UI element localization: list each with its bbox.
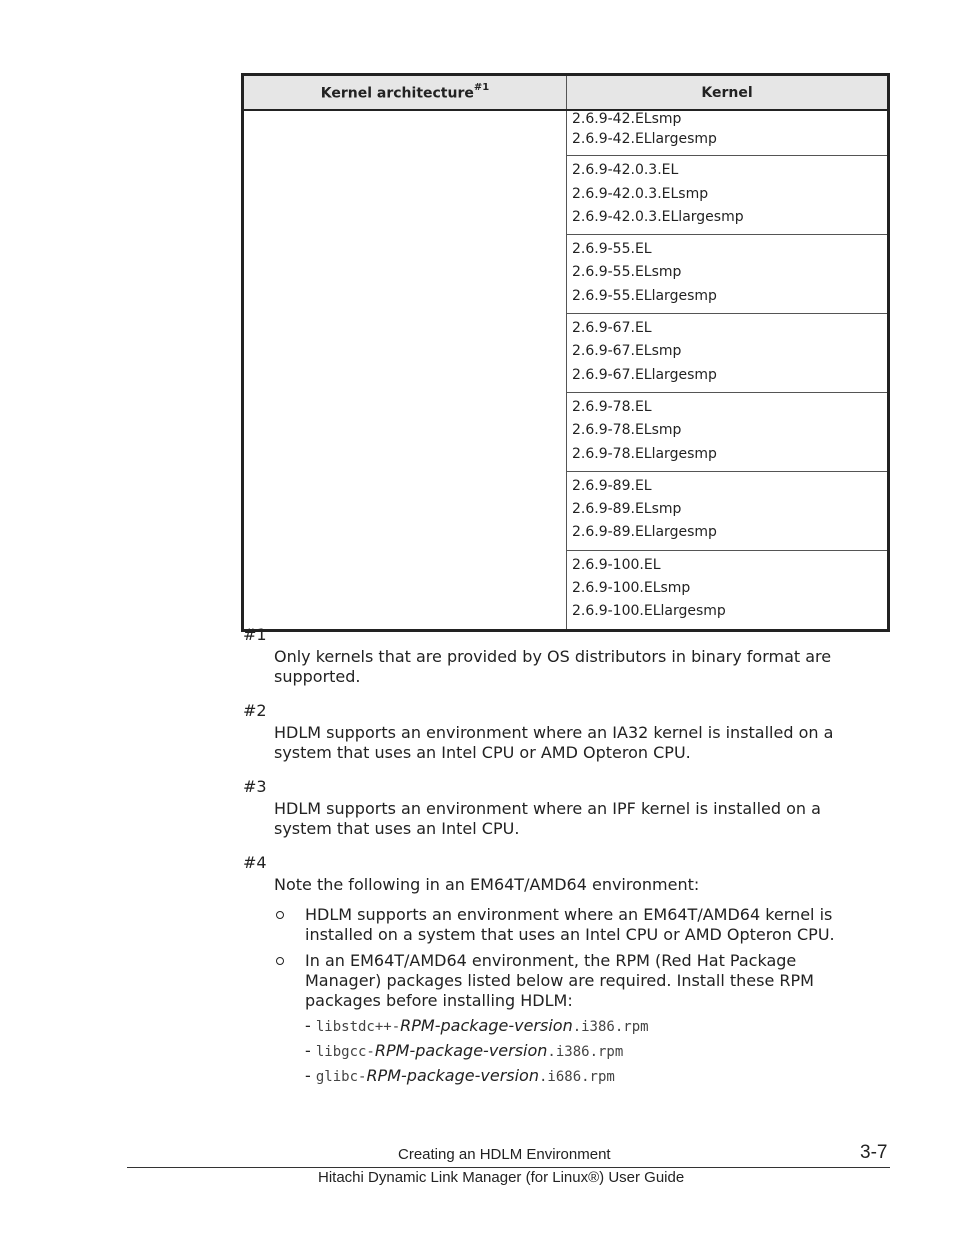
header-arch-label: Kernel architecture	[320, 85, 474, 102]
kernel-version: 2.6.9-42.ELsmp	[572, 111, 682, 127]
table-header-row	[243, 75, 889, 111]
kernel-version: 2.6.9-42.0.3.ELsmp	[572, 185, 709, 202]
header-kernel: Kernel	[567, 75, 889, 111]
circle-bullet-icon	[276, 957, 284, 965]
note-mark: #4	[243, 853, 267, 872]
note-text: HDLM supports an environment where an IPF kernel is installed on a system that uses an Intel CPU.	[274, 799, 821, 838]
kernel-cell	[567, 314, 889, 393]
kernel-version: 2.6.9-78.ELlargesmp	[572, 445, 717, 462]
package-suffix: .i386.rpm	[547, 1044, 624, 1060]
kernel-cell	[567, 392, 889, 471]
kernel-version: 2.6.9-42.ELlargesmp	[572, 131, 717, 147]
footer-page-number: 3-7	[860, 1142, 888, 1163]
kernel-version: 2.6.9-67.EL	[572, 320, 652, 337]
kernel-version: 2.6.9-67.ELsmp	[572, 343, 682, 360]
package-suffix: .i386.rpm	[572, 1019, 649, 1035]
bullet-text: HDLM supports an environment where an EM64T/AMD64 kernel is installed on a system that uses an Intel CPU or AMD Opteron CPU.	[305, 905, 835, 944]
note-text: Note the following in an EM64T/AMD64 environment:	[274, 875, 700, 894]
note-mark: #1	[243, 625, 267, 644]
kernel-version: 2.6.9-100.ELlargesmp	[572, 603, 726, 620]
kernel-cell	[567, 235, 889, 314]
package-prefix: libgcc-	[315, 1044, 375, 1060]
package-dash: -	[305, 1016, 316, 1035]
package-version: RPM-package-version	[366, 1066, 539, 1085]
kernel-version: 2.6.9-42.0.3.ELlargesmp	[572, 208, 744, 225]
note-mark: #2	[243, 701, 267, 720]
header-arch-footnote: #1	[473, 81, 490, 93]
header-kernel-architecture	[243, 75, 567, 111]
kernel-version: 2.6.9-100.EL	[572, 556, 661, 573]
list-item	[274, 951, 863, 1088]
kernel-version: 2.6.9-78.EL	[572, 398, 652, 415]
kernel-version: 2.6.9-89.EL	[572, 477, 652, 494]
circle-bullet-icon	[276, 911, 284, 919]
footer-guide-title: Hitachi Dynamic Link Manager (for Linux®) User Guide	[318, 1169, 685, 1186]
kernel-version: 2.6.9-55.ELsmp	[572, 264, 682, 281]
kernel-version: 2.6.9-55.EL	[572, 241, 652, 258]
kernel-version: 2.6.9-67.ELlargesmp	[572, 366, 717, 383]
kernel-cell	[567, 471, 889, 550]
kernel-cell	[567, 110, 889, 156]
kernel-version: 2.6.9-78.ELsmp	[572, 422, 682, 439]
kernel-table	[241, 73, 890, 632]
kernel-cell	[567, 156, 889, 235]
package-dash: -	[305, 1066, 316, 1085]
package-item	[305, 1038, 863, 1063]
package-dash: -	[305, 1041, 316, 1060]
kernel-version: 2.6.9-55.ELlargesmp	[572, 287, 717, 304]
package-prefix: libstdc++-	[315, 1019, 401, 1035]
arch-cell	[243, 110, 567, 630]
bullet-list	[274, 905, 863, 1088]
kernel-version: 2.6.9-89.ELlargesmp	[572, 524, 717, 541]
kernel-version: 2.6.9-42.0.3.EL	[572, 162, 679, 179]
footnotes	[243, 625, 863, 1094]
note-text: HDLM supports an environment where an IA32 kernel is installed on a system that uses an Intel CPU or AMD Opteron CPU.	[274, 723, 834, 762]
list-item	[274, 905, 863, 945]
kernel-version: 2.6.9-89.ELsmp	[572, 501, 682, 518]
package-version: RPM-package-version	[400, 1016, 573, 1035]
note-mark: #3	[243, 777, 267, 796]
kernel-version: 2.6.9-100.ELsmp	[572, 580, 691, 597]
package-item	[305, 1063, 863, 1088]
bullet-text: In an EM64T/AMD64 environment, the RPM (Red Hat Package Manager) packages listed below are required. Install these RPM packages before installing HDLM:	[305, 951, 814, 1010]
package-list	[305, 1013, 863, 1088]
table-row	[243, 110, 889, 156]
package-prefix: glibc-	[315, 1069, 367, 1085]
note-text: Only kernels that are provided by OS distributors in binary format are supported.	[274, 647, 832, 686]
package-suffix: .i686.rpm	[538, 1069, 615, 1085]
footer-section-title: Creating an HDLM Environment	[398, 1146, 611, 1163]
kernel-cell	[567, 550, 889, 630]
package-item	[305, 1013, 863, 1038]
footer-divider	[127, 1167, 890, 1168]
package-version: RPM-package-version	[374, 1041, 548, 1060]
